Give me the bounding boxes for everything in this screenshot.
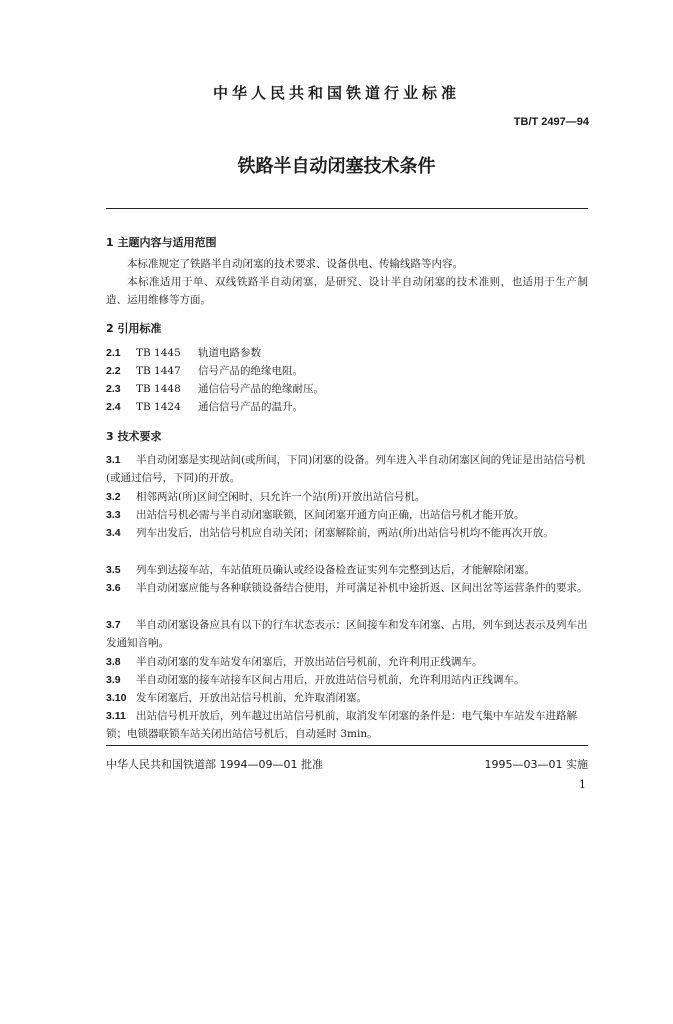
requirement-text: 发车闭塞后，开放出站信号机前，允许取消闭塞。 [136,692,367,704]
requirement-text: 出站信号机必需与半自动闭塞联锁，区间闭塞开通方向正确，出站信号机才能开放。 [136,509,525,521]
reference-item [106,345,261,361]
requirement-number: 3.6 [106,582,121,594]
requirement-text: 半自动闭塞的接车站接车区间占用后，开放进站信号机前，允许利用站内正线调车。 [136,674,525,686]
requirement-number: 3.3 [106,509,121,521]
reference-item-number: 2.1 [106,347,121,359]
requirement-item [106,689,588,707]
requirement-number: 3.11 [106,710,126,722]
document-title: 铁路半自动闭塞技术条件 [237,156,436,177]
requirement-item [106,707,588,743]
requirement-text: 相邻两站(所)区间空闲时，只允许一个站(所)开放出站信号机。 [136,491,426,503]
requirement-item [106,653,588,671]
requirement-number: 3.8 [106,656,121,668]
reference-item-text: 通信信号产品的绝缘耐压。 [198,383,324,395]
reference-item-code: TB 1424 [136,401,181,413]
section-1-paragraph-1: 本标准规定了铁路半自动闭塞的技术要求、设备供电、传输线路等内容。 [127,258,463,270]
bottom-divider [106,745,588,746]
reference-item [106,381,324,397]
requirement-item [106,524,588,542]
requirement-text: 半自动闭塞是实现站间(或所间，下同)闭塞的设备。列车进入半自动闭塞区间的凭证是出站信号机(或通过信号，下同)的开放。 [106,454,586,484]
section-2-heading: 2 引用标准 [106,322,162,335]
requirement-number: 3.2 [106,491,121,503]
top-divider [106,208,588,209]
requirement-number: 3.5 [106,564,121,576]
page-number: 1 [579,778,586,791]
effective-date: 1995—03—01 实施 [484,758,588,771]
requirement-item [106,616,588,652]
reference-item-code: TB 1448 [136,383,181,395]
reference-item [106,363,303,379]
requirement-item [106,488,588,506]
approval-date: 中华人民共和国铁道部 1994—09—01 批准 [106,758,323,771]
requirement-text: 半自动闭塞应能与各种联锁设备结合使用，并可满足补机中途折返、区间出岔等运营条件的要求。 [136,582,588,594]
reference-item-number: 2.3 [106,383,121,395]
requirement-item [106,671,588,689]
section-3-heading: 3 技术要求 [106,430,162,443]
section-1-heading: 1 主题内容与适用范围 [106,236,217,249]
reference-item-text: 信号产品的绝缘电阻。 [198,365,303,377]
requirement-text: 半自动闭塞设备应具有以下的行车状态表示：区间接车和发车闭塞、占用，列车到达表示及列车出发通知音响。 [106,619,588,649]
reference-item-number: 2.2 [106,365,121,377]
requirement-item [106,451,588,487]
requirement-text: 列车到达接车站，车站值班员确认或经设备检查证实列车完整到达后，才能解除闭塞。 [136,564,535,576]
requirement-number: 3.1 [106,454,121,466]
section-1-paragraph-2: 本标准适用于单、双线铁路半自动闭塞，是研究、设计半自动闭塞的技术准则，也适用于生产制造、运用维修等方面。 [106,276,588,306]
reference-item [106,399,303,415]
requirement-item [106,506,588,524]
requirement-text: 出站信号机开放后，列车越过出站信号机前，取消发车闭塞的条件是：电气集中车站发车进路解锁；电锁器联锁车站关闭出站信号机后，自动延时 3min。 [106,710,577,740]
standard-number: TB/T 2497—94 [513,116,589,128]
requirement-item [106,561,588,579]
reference-item-code: TB 1447 [136,365,181,377]
reference-item-code: TB 1445 [136,347,181,359]
reference-item-text: 轨道电路参数 [198,347,261,359]
requirement-text: 半自动闭塞的发车站发车闭塞后，开放出站信号机前，允许利用正线调车。 [136,656,483,668]
reference-item-number: 2.4 [106,401,121,413]
requirement-number: 3.10 [106,692,127,704]
requirement-number: 3.7 [106,619,121,631]
requirement-number: 3.4 [106,527,121,539]
requirement-number: 3.9 [106,674,121,686]
requirement-item [106,579,588,597]
reference-item-text: 通信信号产品的温升。 [198,401,303,413]
org-title: 中华人民共和国铁道行业标准 [212,84,460,102]
requirement-text: 列车出发后，出站信号机应自动关闭；闭塞解除前，两站(所)出站信号机均不能再次开放。 [136,527,554,539]
